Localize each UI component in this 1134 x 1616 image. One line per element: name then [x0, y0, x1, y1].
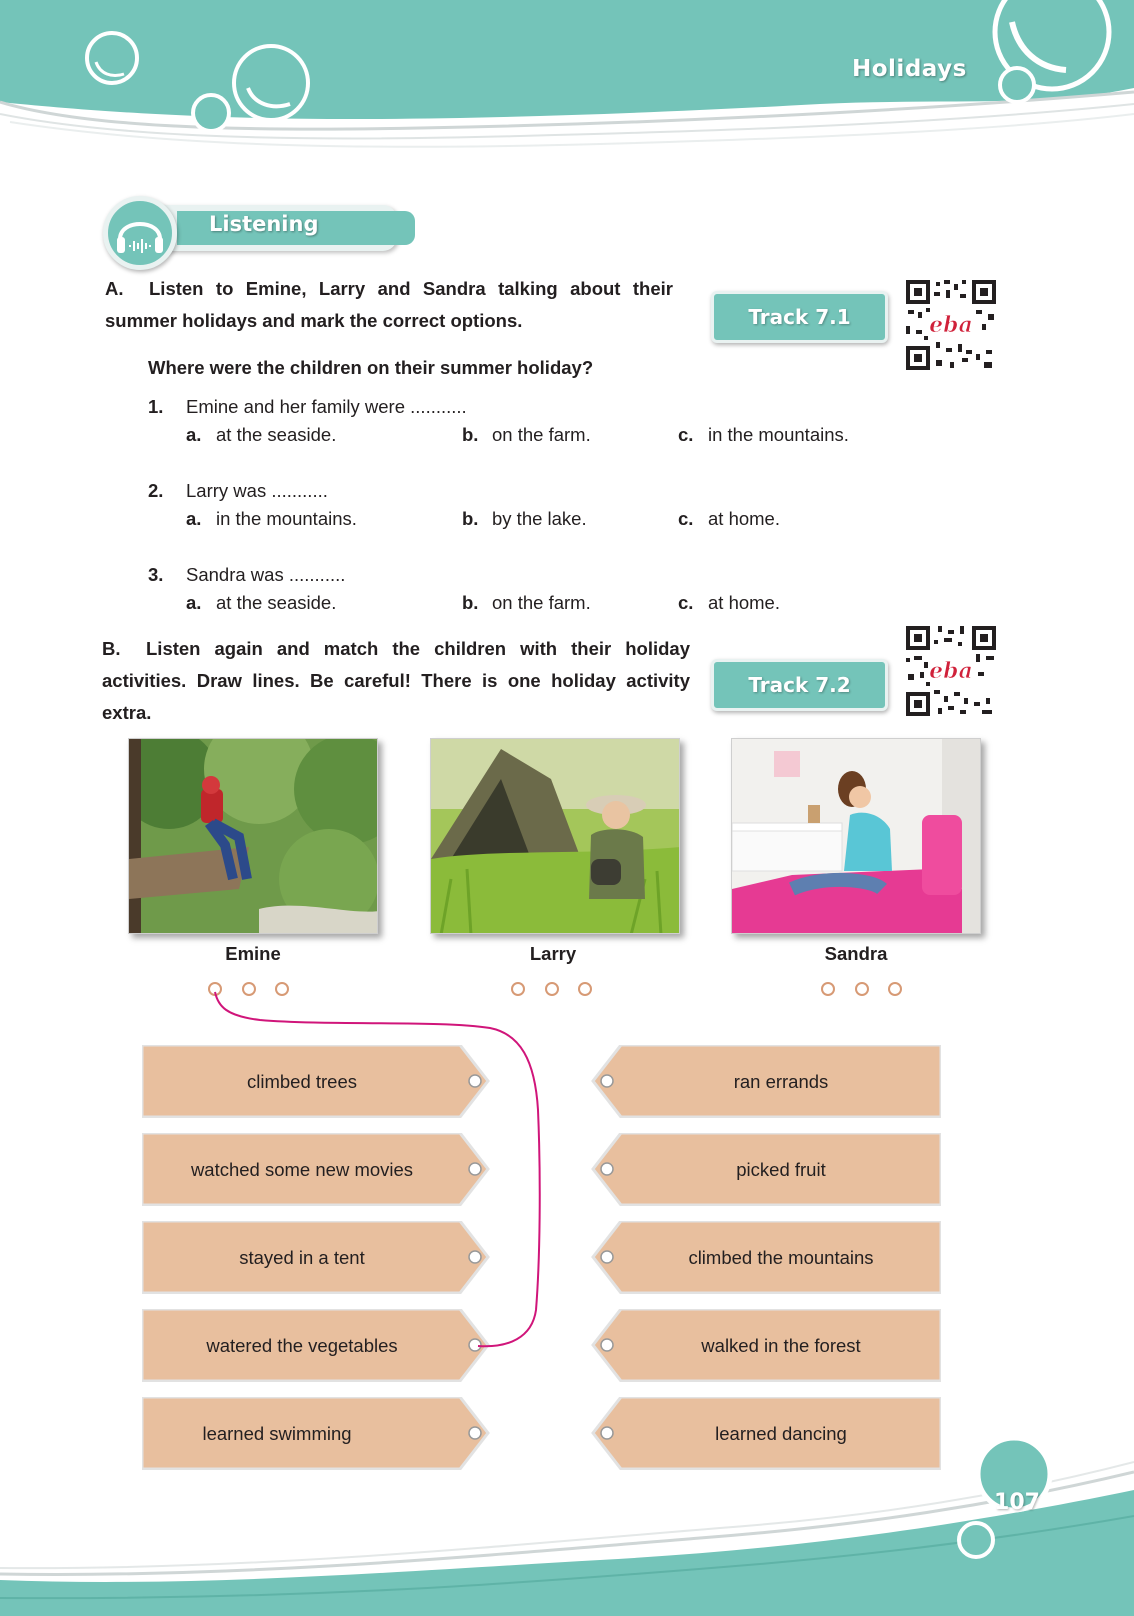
- activity-tag-left[interactable]: [142, 1309, 492, 1382]
- option[interactable]: a. at the seaside.: [186, 592, 337, 613]
- option[interactable]: a. in the mountains.: [186, 508, 357, 529]
- qr-logo-text: eba: [929, 658, 973, 684]
- option[interactable]: c. in the mountains.: [678, 424, 849, 445]
- activity-tag-left[interactable]: [142, 1133, 492, 1206]
- question-stem: Emine and her family were ...........: [186, 396, 467, 417]
- question-stem: Larry was ...........: [186, 480, 328, 501]
- match-dot-sandra[interactable]: [888, 982, 902, 996]
- activity-tag-right[interactable]: [591, 1045, 941, 1118]
- activity-label: learned dancing: [715, 1422, 847, 1444]
- question-stem: Sandra was ...........: [186, 564, 346, 585]
- activity-tag-right[interactable]: [591, 1221, 941, 1294]
- activity-tag-right[interactable]: [591, 1309, 941, 1382]
- match-dot-larry[interactable]: [578, 982, 592, 996]
- child-name-emine: Emine: [225, 943, 281, 964]
- activity-label: climbed trees: [246, 1070, 357, 1092]
- question-number: 3.: [148, 564, 164, 585]
- activity-label: stayed in a tent: [239, 1246, 365, 1268]
- activity-label: picked fruit: [736, 1158, 826, 1180]
- track-7-2-button[interactable]: Track 7.2: [711, 659, 888, 711]
- match-dot-emine[interactable]: [242, 982, 256, 996]
- match-dot-emine[interactable]: [208, 982, 222, 996]
- part-b-letter: B.: [102, 638, 121, 659]
- match-dot-larry[interactable]: [545, 982, 559, 996]
- photo-larry: [430, 738, 680, 934]
- activity-label: walked in the forest: [701, 1334, 861, 1356]
- track-7-1-button[interactable]: Track 7.1: [711, 291, 888, 343]
- option[interactable]: b. on the farm.: [462, 592, 591, 613]
- header-banner: [0, 0, 1134, 170]
- qr-code-track-7-2[interactable]: [906, 626, 996, 716]
- option[interactable]: c. at home.: [678, 508, 780, 529]
- activity-label: learned swimming: [202, 1422, 352, 1444]
- question-number: 1.: [148, 396, 164, 417]
- part-a-instruction: [105, 273, 673, 337]
- part-a-instruction-text: Listen to Emine, Larry and Sandra talking about their summer holidays and mark the correct options.: [105, 278, 673, 331]
- activity-label: ran errands: [733, 1070, 829, 1092]
- match-dot-sandra[interactable]: [821, 982, 835, 996]
- part-b-instruction: B. Listen again and match the children with their holiday activities. Draw lines. Be careful! There is one holiday activity extra.: [102, 633, 690, 729]
- footer-banner: [0, 1420, 1134, 1616]
- match-dot-emine[interactable]: [275, 982, 289, 996]
- section-banner: [103, 196, 400, 260]
- qr-logo-text: eba: [929, 312, 973, 338]
- match-dot-sandra[interactable]: [855, 982, 869, 996]
- qr-code-track-7-1[interactable]: [906, 280, 996, 370]
- headphones-icon: [103, 196, 177, 270]
- child-name-sandra: Sandra: [824, 943, 888, 964]
- photo-emine: [128, 738, 378, 934]
- child-name-larry: Larry: [529, 943, 577, 964]
- question-number: 2.: [148, 480, 164, 501]
- page-number: 107: [994, 1490, 1040, 1515]
- activity-label: watched some new movies: [190, 1158, 414, 1180]
- activity-label: watered the vegetables: [206, 1334, 398, 1356]
- photo-sandra: [731, 738, 981, 934]
- option[interactable]: b. on the farm.: [462, 424, 591, 445]
- option[interactable]: a. at the seaside.: [186, 424, 337, 445]
- activity-label: climbed the mountains: [688, 1246, 874, 1268]
- unit-title: Holidays: [852, 56, 967, 82]
- option[interactable]: b. by the lake.: [462, 508, 587, 529]
- section-label: Listening: [209, 212, 319, 236]
- match-dot-larry[interactable]: [511, 982, 525, 996]
- activity-tag-left[interactable]: [142, 1045, 492, 1118]
- part-a-letter: A.: [105, 278, 124, 299]
- part-a-question: Where were the children on their summer holiday?: [148, 357, 594, 378]
- option[interactable]: c. at home.: [678, 592, 780, 613]
- activity-tag-left[interactable]: [142, 1221, 492, 1294]
- activity-tag-right[interactable]: [591, 1133, 941, 1206]
